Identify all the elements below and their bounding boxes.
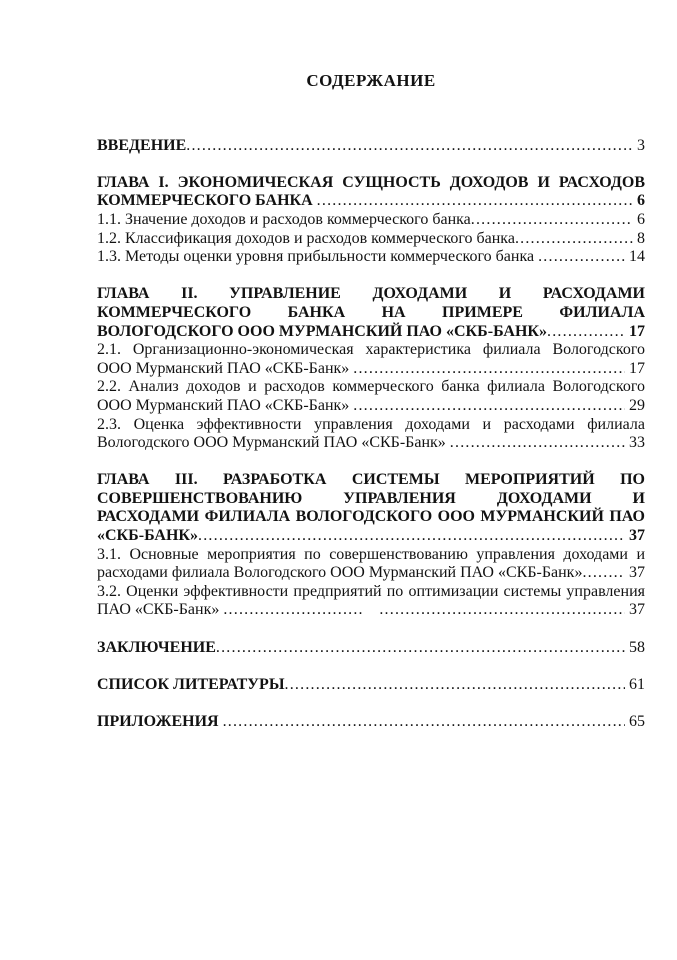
toc-entry-line: СОВЕРШЕНСТВОВАНИЮ УПРАВЛЕНИЯ ДОХОДАМИ И	[97, 489, 645, 507]
toc-entry-sec-2-1	[97, 341, 645, 378]
dot-leader	[353, 397, 625, 416]
toc-entry-lastline	[97, 639, 645, 658]
dot-leader	[223, 601, 363, 620]
toc-entry-lastline	[97, 360, 645, 379]
dot-leader	[450, 434, 625, 453]
toc-entry-text: ПАО «СКБ-Банк»	[97, 601, 224, 619]
toc-entry-line: ГЛАВА II. УПРАВЛЕНИЕ ДОХОДАМИ И РАСХОДАМИ	[97, 285, 645, 303]
toc-entry-line: ГЛАВА I. ЭКОНОМИЧЕСКАЯ СУЩНОСТЬ ДОХОДОВ И РАСХОДОВ	[97, 173, 645, 191]
toc-entry-text: расходами филиала Вологодского ООО Мурманский ПАО «СКБ-Банк»	[97, 564, 583, 582]
toc-entry-line: ГЛАВА III. РАЗРАБОТКА СИСТЕМЫ МЕРОПРИЯТИЙ ПО	[97, 471, 645, 489]
dot-leader	[223, 713, 625, 732]
toc-entry-vvedenie	[97, 137, 645, 156]
toc-entry-lastline	[97, 323, 645, 342]
toc-entry-text: 1.3. Методы оценки уровня прибыльности коммерческого банка	[97, 248, 539, 266]
page-number: 8	[637, 229, 645, 247]
toc-entry-lastline	[97, 248, 645, 267]
page-number: 33	[629, 434, 645, 452]
toc-entry-line: 3.1. Основные мероприятия по совершенствованию управления доходами и	[97, 545, 645, 563]
dot-leader	[515, 230, 633, 249]
toc-entry-sec-1-2	[97, 230, 645, 249]
dot-leader	[285, 676, 625, 695]
toc-entry-text: ВОЛОГОДСКОГО ООО МУРМАНСКИЙ ПАО «СКБ-БАНК»	[97, 322, 548, 340]
toc-entry-lastline	[97, 397, 645, 416]
toc-entry-text: 1.2. Классификация доходов и расходов коммерческого банка	[97, 229, 515, 247]
toc-entry-spisok-literatury	[97, 676, 645, 695]
page-number: 61	[629, 675, 645, 693]
toc-entry-lastline	[97, 527, 645, 546]
page-number: 58	[629, 638, 645, 656]
page-number: 14	[629, 248, 645, 266]
toc-entry-lastline	[97, 137, 645, 156]
toc-entry-line: 2.1. Организационно-экономическая характеристика филиала Вологодского	[97, 341, 645, 359]
toc-entry-glava-2	[97, 285, 645, 341]
dot-leader	[186, 137, 633, 156]
toc-entry-text: ЗАКЛЮЧЕНИЕ	[97, 638, 216, 656]
toc-entry-prilozheniya	[97, 713, 645, 732]
toc-entry-text: «СКБ-БАНК»	[97, 527, 199, 545]
toc-entry-sec-2-2	[97, 378, 645, 415]
page-number: 37	[629, 601, 645, 619]
table-of-contents	[97, 137, 645, 732]
page-number: 17	[629, 359, 645, 377]
toc-entry-line: 2.3. Оценка эффективности управления доходами и расходами филиала	[97, 415, 645, 433]
toc-entry-lastline	[97, 676, 645, 695]
toc-entry-glava-3	[97, 471, 645, 545]
toc-entry-lastline	[97, 713, 645, 732]
page-number: 37	[629, 564, 645, 582]
toc-entry-lastline	[97, 564, 645, 583]
toc-entry-sec-3-1	[97, 546, 645, 583]
toc-entry-line: РАСХОДАМИ ФИЛИАЛА ВОЛОГОДСКОГО ООО МУРМАНСКИЙ ПАО	[97, 508, 645, 526]
dot-leader	[216, 639, 625, 658]
toc-entry-lastline	[97, 192, 645, 211]
toc-entry-sec-1-3	[97, 248, 645, 267]
toc-entry-text: ООО Мурманский ПАО «СКБ-Банк»	[97, 396, 354, 414]
page-number: 6	[637, 210, 645, 228]
page-number: 29	[629, 396, 645, 414]
dot-leader	[317, 192, 633, 211]
toc-entry-text: ВВЕДЕНИЕ	[97, 136, 187, 154]
toc-entry-glava-1	[97, 174, 645, 211]
page-title: СОДЕРЖАНИЕ	[306, 71, 436, 90]
toc-entry-lastline	[97, 601, 645, 620]
toc-entry-text: ООО Мурманский ПАО «СКБ-Банк»	[97, 359, 354, 377]
toc-entry-lastline	[97, 211, 645, 230]
toc-entry-line: КОММЕРЧЕСКОГО БАНКА НА ПРИМЕРЕ ФИЛИАЛА	[97, 303, 645, 321]
dot-leader	[379, 601, 625, 620]
dot-leader	[471, 211, 633, 230]
dot-leader	[582, 564, 625, 583]
toc-entry-text: 1.1. Значение доходов и расходов коммерческого банка	[97, 210, 471, 228]
page-number: 3	[637, 136, 645, 154]
dot-leader	[547, 323, 625, 342]
dot-leader	[353, 360, 625, 379]
toc-entry-lastline	[97, 434, 645, 453]
page-number: 6	[637, 192, 645, 210]
dot-leader	[198, 527, 625, 546]
toc-entry-line: 2.2. Анализ доходов и расходов коммерческого банка филиала Вологодского	[97, 378, 645, 396]
toc-entry-text: СПИСОК ЛИТЕРАТУРЫ	[97, 675, 285, 693]
toc-entry-text: ПРИЛОЖЕНИЯ	[97, 713, 223, 730]
toc-entry-zaklyuchenie	[97, 639, 645, 658]
toc-entry-text: КОММЕРЧЕСКОГО БАНКА	[97, 192, 317, 210]
toc-entry-sec-3-2	[97, 583, 645, 620]
toc-entry-line: 3.2. Оценки эффективности предприятий по оптимизации системы управления	[97, 582, 645, 600]
toc-entry-text: Вологодского ООО Мурманский ПАО «СКБ-Банк»	[97, 434, 450, 452]
toc-entry-lastline	[97, 230, 645, 249]
dot-leader	[538, 248, 625, 267]
page-number: 37	[629, 527, 645, 545]
page-number: 65	[629, 713, 645, 730]
toc-entry-sec-1-1	[97, 211, 645, 230]
toc-entry-sec-2-3	[97, 416, 645, 453]
page-number: 17	[629, 322, 645, 340]
